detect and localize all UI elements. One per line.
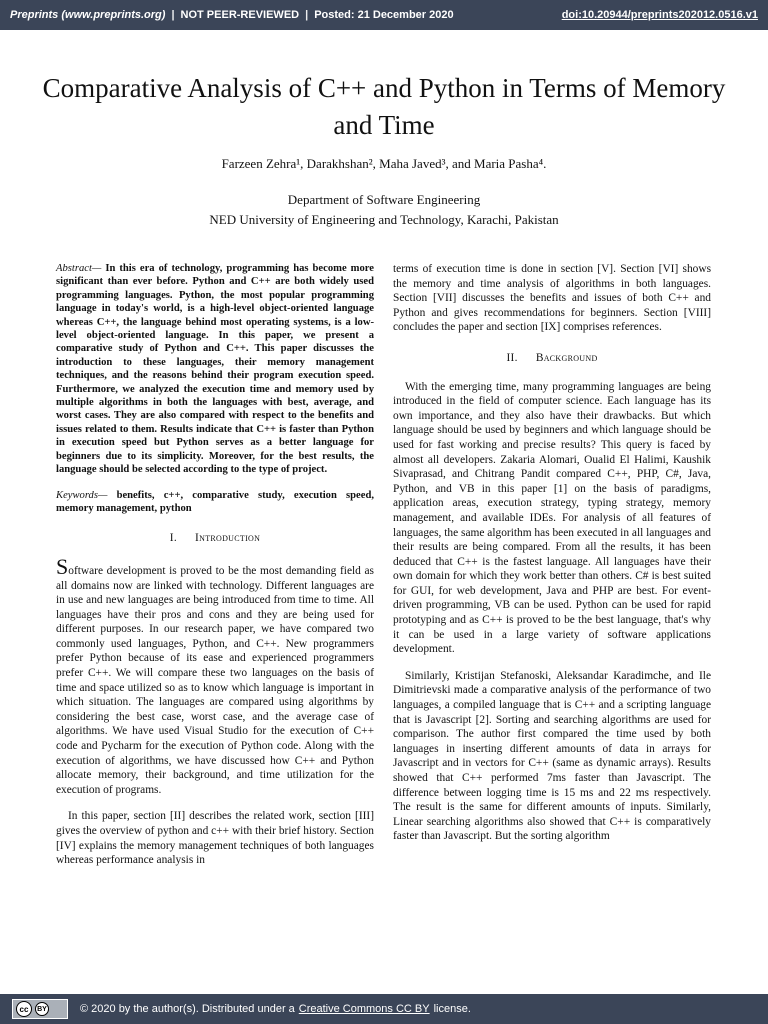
abstract (56, 262, 374, 477)
paper-title: Comparative Analysis of C++ and Python in Terms of Memory and Time (42, 73, 726, 140)
creative-commons-link[interactable]: Creative Commons CC BY (298, 1003, 430, 1015)
intro-paragraph-text: oftware development is proved to be the most demanding field as all domains now are linked with technology. Different languages are in use and new languages are being introduced from time to time. All languages have their pros and cons and they are being used for different purposes. In our research paper, we have compared two commonly used languages, Python, and C++. New programmers prefer Python because of its ease and experienced programmers prefer C++. We will compare these two languages on the basis of time and space utilized so as to know which language is important in which situation. The languages are compared using algorithms by considering the best case, worst case, and the average case of algorithms. We have used Visual Studio for the execution of C++ code and Pycharm for the execution of Python code. Along with the execution of algorithms, we have discussed how C++ and Python allocate memory, their background, and time utilization for the execution of programs. (56, 564, 374, 796)
by-icon: BY (35, 1002, 49, 1016)
section-heading-introduction (56, 531, 374, 546)
doi-link[interactable]: doi:10.20944/preprints202012.0516.v1 (561, 9, 758, 21)
section-heading-background (393, 351, 711, 366)
header-separator: | (305, 9, 309, 21)
license-footer (0, 994, 768, 1024)
section-number: II. (506, 351, 518, 364)
review-status: NOT PEER-REVIEWED (180, 9, 300, 21)
affiliation (40, 190, 728, 230)
background-paragraph: With the emerging time, many programming languages are being introduced in the field of computer science. Each language has its own importance, and they also have their drawbacks. But which language should be used by beginners and which language should be used for fast working and precise results? This query is faced by almost all developers. Zakaria Alomari, Oualid El Halimi, Kaushik Sivaprasad, and Chitrang Pandit compared C++, PHP, C#, Java, Python, and VB in this paper [1] on the basis of paradigms, application areas, execution strategy, typing strategy, memory management, and available IDEs. For analysis of all features of languages, the same algorithm has been executed in all languages and their results are being compared. From all the results, it has been deduced that C++ is the fastest language. All languages have their own domain for which they work better than others. C# is best suited for GUI, for web development, Java and PHP are best. For event-driven programming, VB can be used. Python can be used for rapid prototyping and as C++ is proved to be the best language, that's why it can be used in a large variety of software applications development. (393, 380, 711, 656)
background-paragraph: Similarly, Kristijan Stefanoski, Aleksandar Karadimche, and Ile Dimitrievski made a comparative analysis of the performance of two languages, a compiled language that is C++ and a scripting language that is Javascript [2]. Sorting and searching algorithms are used for comparison. The author first compared the time used by both languages in inserting different amounts of data in arrays for Javascript and in vectors for C++ (same as dynamic arrays). Results showed that C++ performed 7ms faster than Javascript. The difference between logging time is 15 ms and 22 ms respectively. The result is the same for different amounts of inputs. Similarly, Linear searching algorithms also showed that C++ is comparatively faster than Javascript. But the sorting algorithm (393, 669, 711, 843)
institution: NED University of Engineering and Technology, Karachi, Pakistan (209, 212, 559, 227)
license-suffix: license. (433, 1003, 471, 1015)
drop-cap: S (56, 553, 69, 579)
intro-paragraph (56, 553, 374, 798)
section-outline-paragraph: terms of execution time is done in section [V]. Section [VI] shows the memory and time analysis of algorithms in both languages. Section [VII] discusses the benefits and issues of both C++ and Python and gives recommendations for beginners. Section [VIII] concludes the paper and section [IX] comprises references. (393, 263, 711, 334)
license-prefix: © 2020 by the author(s). Distributed under a (80, 1003, 295, 1015)
section-title: Introduction (195, 532, 261, 545)
preprint-header-bar (0, 0, 768, 30)
section-title: Background (535, 351, 598, 364)
department: Department of Software Engineering (287, 192, 481, 207)
preprints-brand-link[interactable]: Preprints (www.preprints.org) (10, 9, 166, 21)
posted-date: Posted: 21 December 2020 (314, 9, 454, 21)
abstract-text: In this era of technology, programming has become more significant than ever before. Python and C++ are both widely used programming languages. Python, the most popular programming language in today's world, is a high-level object-oriented language whereas C++, the language behind most operating systems, is a low-level object-oriented language. In this paper, we present a comparative study of Python and C++. This paper discusses the introduction to these languages, their memory management techniques, and the reasons behind their program execution speed. Furthermore, we analyzed the execution time and memory used by multiple algorithms in both the languages with best, average, and worst cases. They are also compared with respect to the benefits and issues related to them. Results indicate that C++ is faster than Python in execution speed but Python serves as a better language for beginners due to its simplicity. Moreover, for the best results, the language should be selected according to the type of project. (56, 263, 374, 476)
keywords-text: benefits, c++, comparative study, execution speed, memory management, python (56, 489, 374, 514)
abstract-lead: Abstract— (56, 263, 102, 274)
intro-paragraph: In this paper, section [II] describes the related work, section [III] gives the overview of python and c++ with their brief history. Section [IV] explains the memory management techniques of both languages whereas performance analysis in (56, 810, 374, 867)
keywords-lead: Keywords— (56, 489, 108, 501)
paper-authors: Farzeen Zehra¹, Darakhshan², Maha Javed³, and Maria Pasha⁴. (221, 156, 547, 171)
right-column (393, 262, 711, 856)
cc-icon: cc (16, 1001, 32, 1017)
left-column (56, 262, 374, 880)
header-separator: | (171, 9, 175, 21)
cc-by-badge[interactable] (12, 999, 68, 1019)
header-left (10, 9, 454, 21)
keywords (56, 489, 374, 516)
section-number: I. (169, 532, 178, 545)
